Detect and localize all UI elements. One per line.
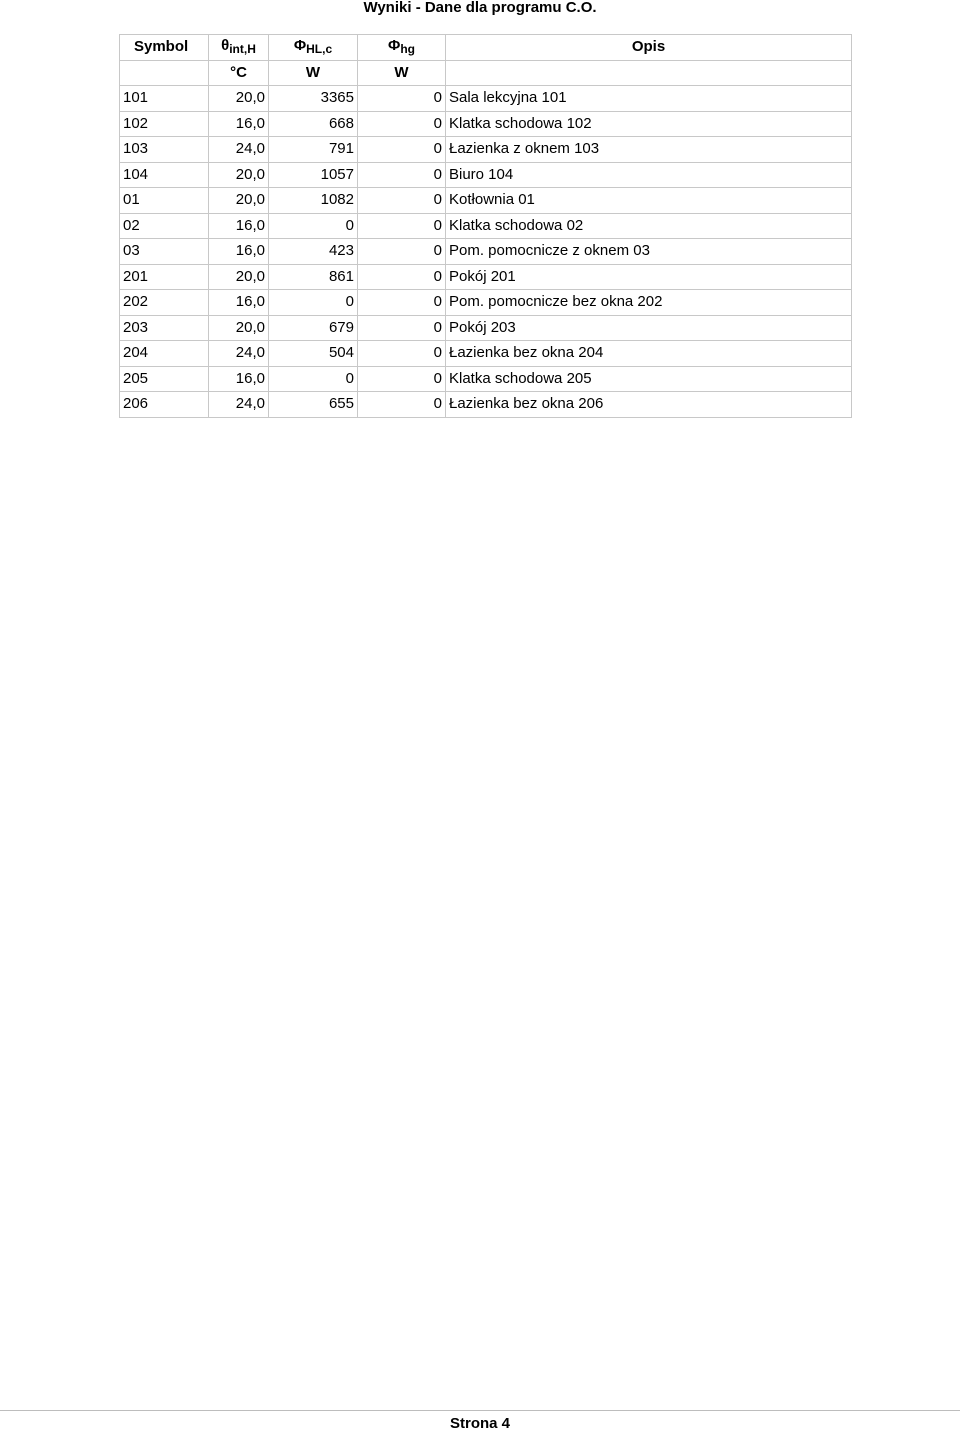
unit-phi-hg: W xyxy=(358,60,446,86)
cell-opis: Klatka schodowa 102 xyxy=(446,111,852,137)
cell-symbol: 201 xyxy=(120,264,209,290)
cell-symbol: 02 xyxy=(120,213,209,239)
cell-opis: Kotłownia 01 xyxy=(446,188,852,214)
page-title: Wyniki - Dane dla programu C.O. xyxy=(363,0,597,16)
cell-phi-hg: 0 xyxy=(358,290,446,316)
cell-theta: 20,0 xyxy=(209,86,269,112)
table-row xyxy=(120,341,852,367)
unit-theta: °C xyxy=(209,60,269,86)
header-phi-hl-sub: HL,c xyxy=(306,41,333,56)
header-theta xyxy=(209,35,269,61)
header-theta-symbol: θ xyxy=(221,36,230,54)
header-opis: Opis xyxy=(446,35,852,61)
table-row xyxy=(120,315,852,341)
cell-phi-hg: 0 xyxy=(358,315,446,341)
header-theta-sub: int,H xyxy=(229,41,256,56)
cell-phi-hg: 0 xyxy=(358,366,446,392)
cell-theta: 20,0 xyxy=(209,264,269,290)
cell-symbol: 205 xyxy=(120,366,209,392)
cell-symbol: 202 xyxy=(120,290,209,316)
cell-phi-hl: 861 xyxy=(269,264,358,290)
cell-phi-hl: 1082 xyxy=(269,188,358,214)
cell-symbol: 206 xyxy=(120,392,209,418)
header-phi-hg-sub: hg xyxy=(400,41,415,56)
cell-opis: Pom. pomocnicze bez okna 202 xyxy=(446,290,852,316)
cell-opis: Łazienka z oknem 103 xyxy=(446,137,852,163)
cell-phi-hg: 0 xyxy=(358,188,446,214)
cell-theta: 16,0 xyxy=(209,213,269,239)
table-row xyxy=(120,264,852,290)
cell-theta: 20,0 xyxy=(209,315,269,341)
unit-phi-hl: W xyxy=(269,60,358,86)
table-row xyxy=(120,392,852,418)
cell-opis: Łazienka bez okna 206 xyxy=(446,392,852,418)
cell-phi-hl: 1057 xyxy=(269,162,358,188)
header-phi-hl xyxy=(269,35,358,61)
table-row xyxy=(120,239,852,265)
cell-phi-hg: 0 xyxy=(358,264,446,290)
cell-theta: 16,0 xyxy=(209,366,269,392)
cell-symbol: 03 xyxy=(120,239,209,265)
unit-opis xyxy=(446,60,852,86)
footer-divider xyxy=(0,1410,960,1411)
cell-symbol: 101 xyxy=(120,86,209,112)
page-number: Strona 4 xyxy=(449,1415,510,1432)
cell-phi-hg: 0 xyxy=(358,162,446,188)
cell-phi-hl: 3365 xyxy=(269,86,358,112)
cell-opis: Klatka schodowa 02 xyxy=(446,213,852,239)
cell-phi-hl: 655 xyxy=(269,392,358,418)
cell-phi-hl: 423 xyxy=(269,239,358,265)
cell-theta: 24,0 xyxy=(209,137,269,163)
table-row xyxy=(120,188,852,214)
cell-opis: Łazienka bez okna 204 xyxy=(446,341,852,367)
cell-opis: Pokój 201 xyxy=(446,264,852,290)
header-symbol: Symbol xyxy=(120,35,209,61)
cell-theta: 16,0 xyxy=(209,239,269,265)
unit-symbol xyxy=(120,60,209,86)
table-row xyxy=(120,137,852,163)
table-row xyxy=(120,366,852,392)
cell-phi-hg: 0 xyxy=(358,239,446,265)
header-phi-hg-symbol: Φ xyxy=(388,36,401,54)
table-header xyxy=(120,35,852,86)
results-table xyxy=(119,34,852,418)
cell-theta: 24,0 xyxy=(209,392,269,418)
cell-phi-hl: 0 xyxy=(269,366,358,392)
table-row xyxy=(120,290,852,316)
table-body xyxy=(120,86,852,418)
cell-phi-hg: 0 xyxy=(358,213,446,239)
table-row xyxy=(120,162,852,188)
cell-symbol: 103 xyxy=(120,137,209,163)
cell-phi-hg: 0 xyxy=(358,137,446,163)
cell-opis: Pokój 203 xyxy=(446,315,852,341)
cell-symbol: 204 xyxy=(120,341,209,367)
cell-theta: 24,0 xyxy=(209,341,269,367)
cell-opis: Klatka schodowa 205 xyxy=(446,366,852,392)
table-row xyxy=(120,213,852,239)
cell-opis: Sala lekcyjna 101 xyxy=(446,86,852,112)
cell-symbol: 104 xyxy=(120,162,209,188)
cell-phi-hg: 0 xyxy=(358,392,446,418)
cell-theta: 16,0 xyxy=(209,290,269,316)
cell-theta: 16,0 xyxy=(209,111,269,137)
table-row xyxy=(120,111,852,137)
cell-phi-hg: 0 xyxy=(358,86,446,112)
cell-symbol: 102 xyxy=(120,111,209,137)
cell-opis: Biuro 104 xyxy=(446,162,852,188)
cell-phi-hl: 668 xyxy=(269,111,358,137)
cell-phi-hg: 0 xyxy=(358,341,446,367)
cell-phi-hl: 504 xyxy=(269,341,358,367)
cell-phi-hl: 0 xyxy=(269,290,358,316)
cell-symbol: 203 xyxy=(120,315,209,341)
cell-symbol: 01 xyxy=(120,188,209,214)
cell-phi-hl: 679 xyxy=(269,315,358,341)
header-phi-hl-symbol: Φ xyxy=(293,36,307,54)
cell-phi-hl: 791 xyxy=(269,137,358,163)
cell-phi-hg: 0 xyxy=(358,111,446,137)
cell-opis: Pom. pomocnicze z oknem 03 xyxy=(446,239,852,265)
units-row xyxy=(120,60,852,86)
header-row xyxy=(120,35,852,61)
header-phi-hg xyxy=(358,35,446,61)
cell-theta: 20,0 xyxy=(209,188,269,214)
cell-phi-hl: 0 xyxy=(269,213,358,239)
table-row xyxy=(120,86,852,112)
cell-theta: 20,0 xyxy=(209,162,269,188)
